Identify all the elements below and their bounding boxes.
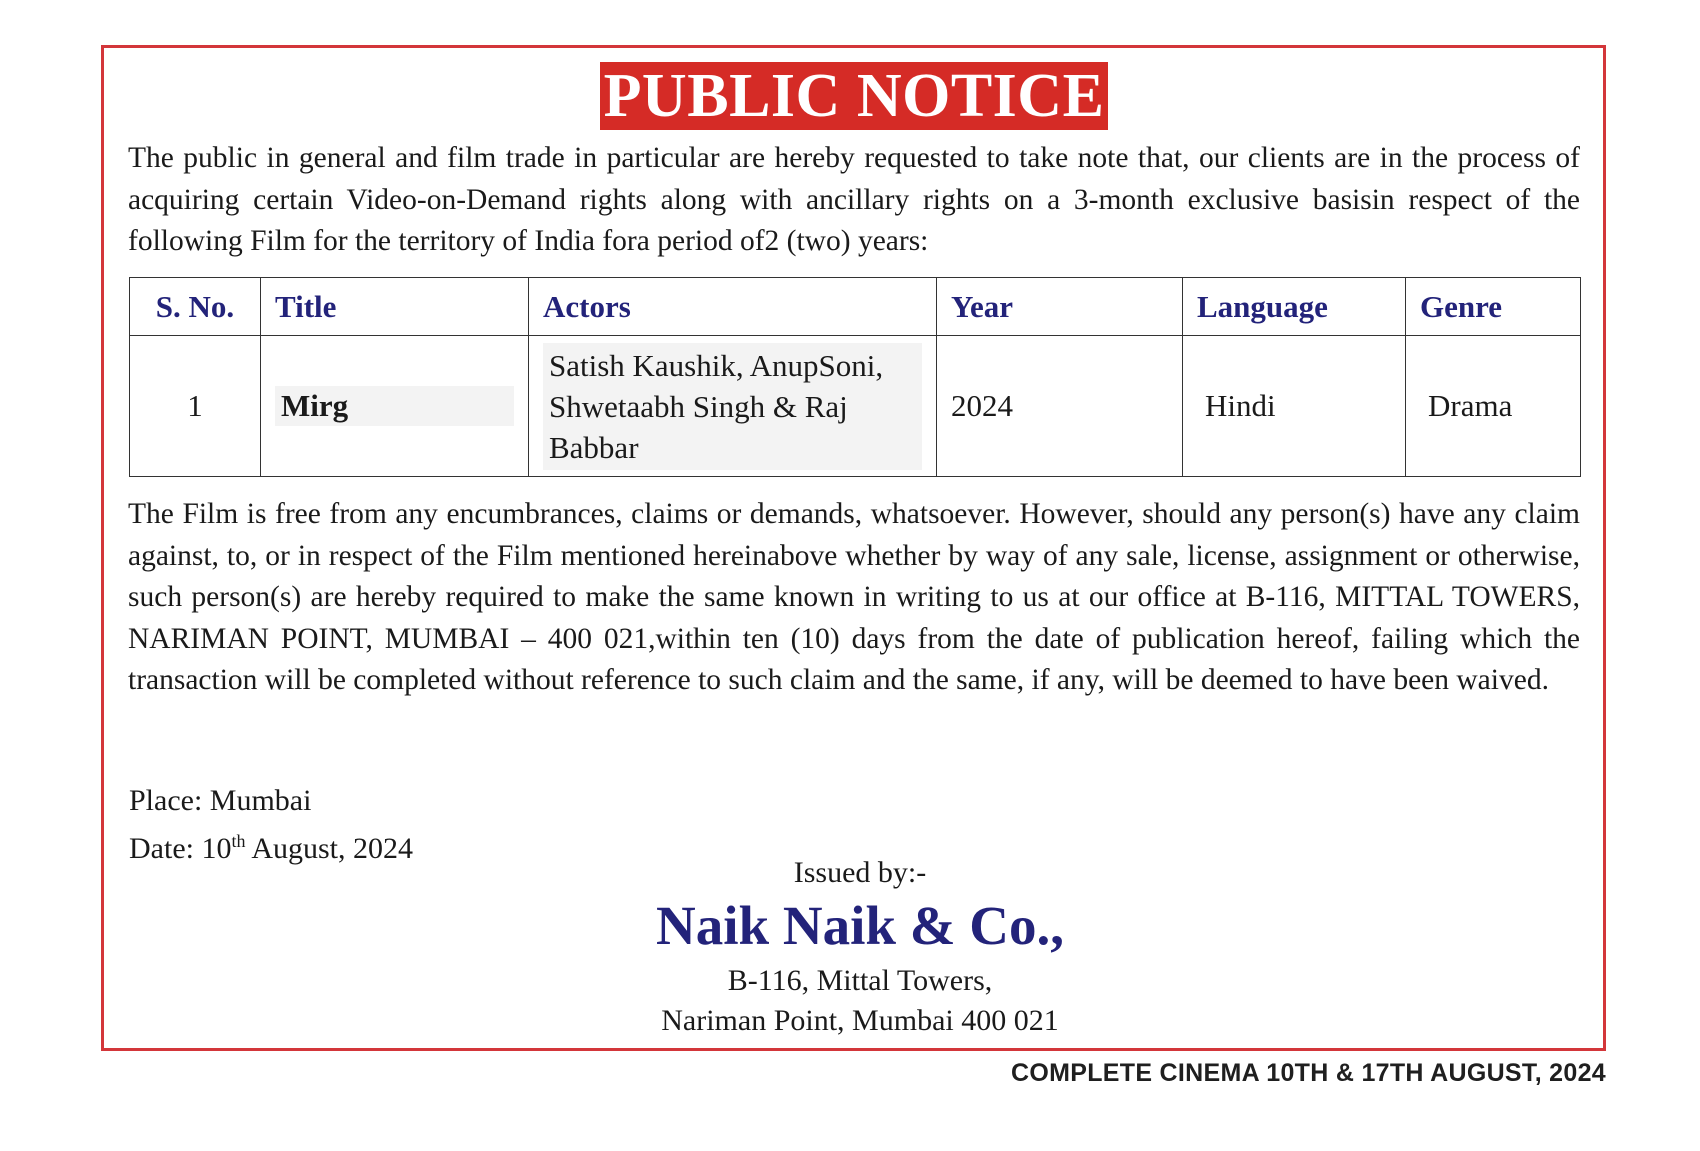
cell-genre: Drama <box>1406 336 1581 477</box>
issued-by-label: Issued by:- <box>793 856 927 889</box>
intro-paragraph: The public in general and film trade in particular are hereby requested to take note that, our clients are in the process of acquiring certain Video-on-Demand rights along with ancillary rights on a 3-month exclusive basisin respect of the following Film for the territory of India fora period of2 (two) years: <box>128 142 1580 257</box>
film-table <box>129 277 1581 477</box>
header-language: Language <box>1183 278 1406 336</box>
cell-sno: 1 <box>130 336 261 477</box>
place-line: Place: Mumbai <box>129 784 312 817</box>
date-suffix-ordinal: th <box>231 831 246 851</box>
cell-title <box>261 336 529 477</box>
header-sno: S. No. <box>130 278 261 336</box>
notice-heading: PUBLIC NOTICE <box>600 62 1108 130</box>
cell-actors <box>529 336 937 477</box>
body-paragraph: The Film is free from any encumbrances, claims or demands, whatsoever. However, should any person(s) have any claim against, to, or in respect of the Film mentioned hereinabove whether by way of any sale, license, assignment or otherwise, such person(s) are hereby required to make the same known in writing to us at our office at B-116, MITTAL TOWERS, NARIMAN POINT, MUMBAI – 400 021,within ten (10) days from the date of publication hereof, failing which the transaction will be completed without reference to such claim and the same, if any, will be deemed to have been waived. <box>128 498 1580 696</box>
date-rest: August, 2024 <box>245 832 414 865</box>
publication-credit: COMPLETE CINEMA 10TH & 17TH AUGUST, 2024 <box>1011 1059 1606 1087</box>
header-year: Year <box>937 278 1183 336</box>
header-actors: Actors <box>529 278 937 336</box>
cell-title-text: Mirg <box>275 386 514 426</box>
firm-address-line2: Nariman Point, Mumbai 400 021 <box>661 1004 1059 1037</box>
table-header-row <box>130 278 1581 336</box>
date-prefix: Date: 10 <box>129 832 232 865</box>
header-genre: Genre <box>1406 278 1581 336</box>
cell-language: Hindi <box>1183 336 1406 477</box>
cell-year: 2024 <box>937 336 1183 477</box>
cell-actors-text: Satish Kaushik, AnupSoni, Shwetaabh Singh & Raj Babbar <box>543 343 922 470</box>
table-row <box>130 336 1581 477</box>
firm-address-line1: B-116, Mittal Towers, <box>727 964 993 997</box>
firm-name: Naik Naik & Co., <box>656 895 1064 956</box>
header-title: Title <box>261 278 529 336</box>
